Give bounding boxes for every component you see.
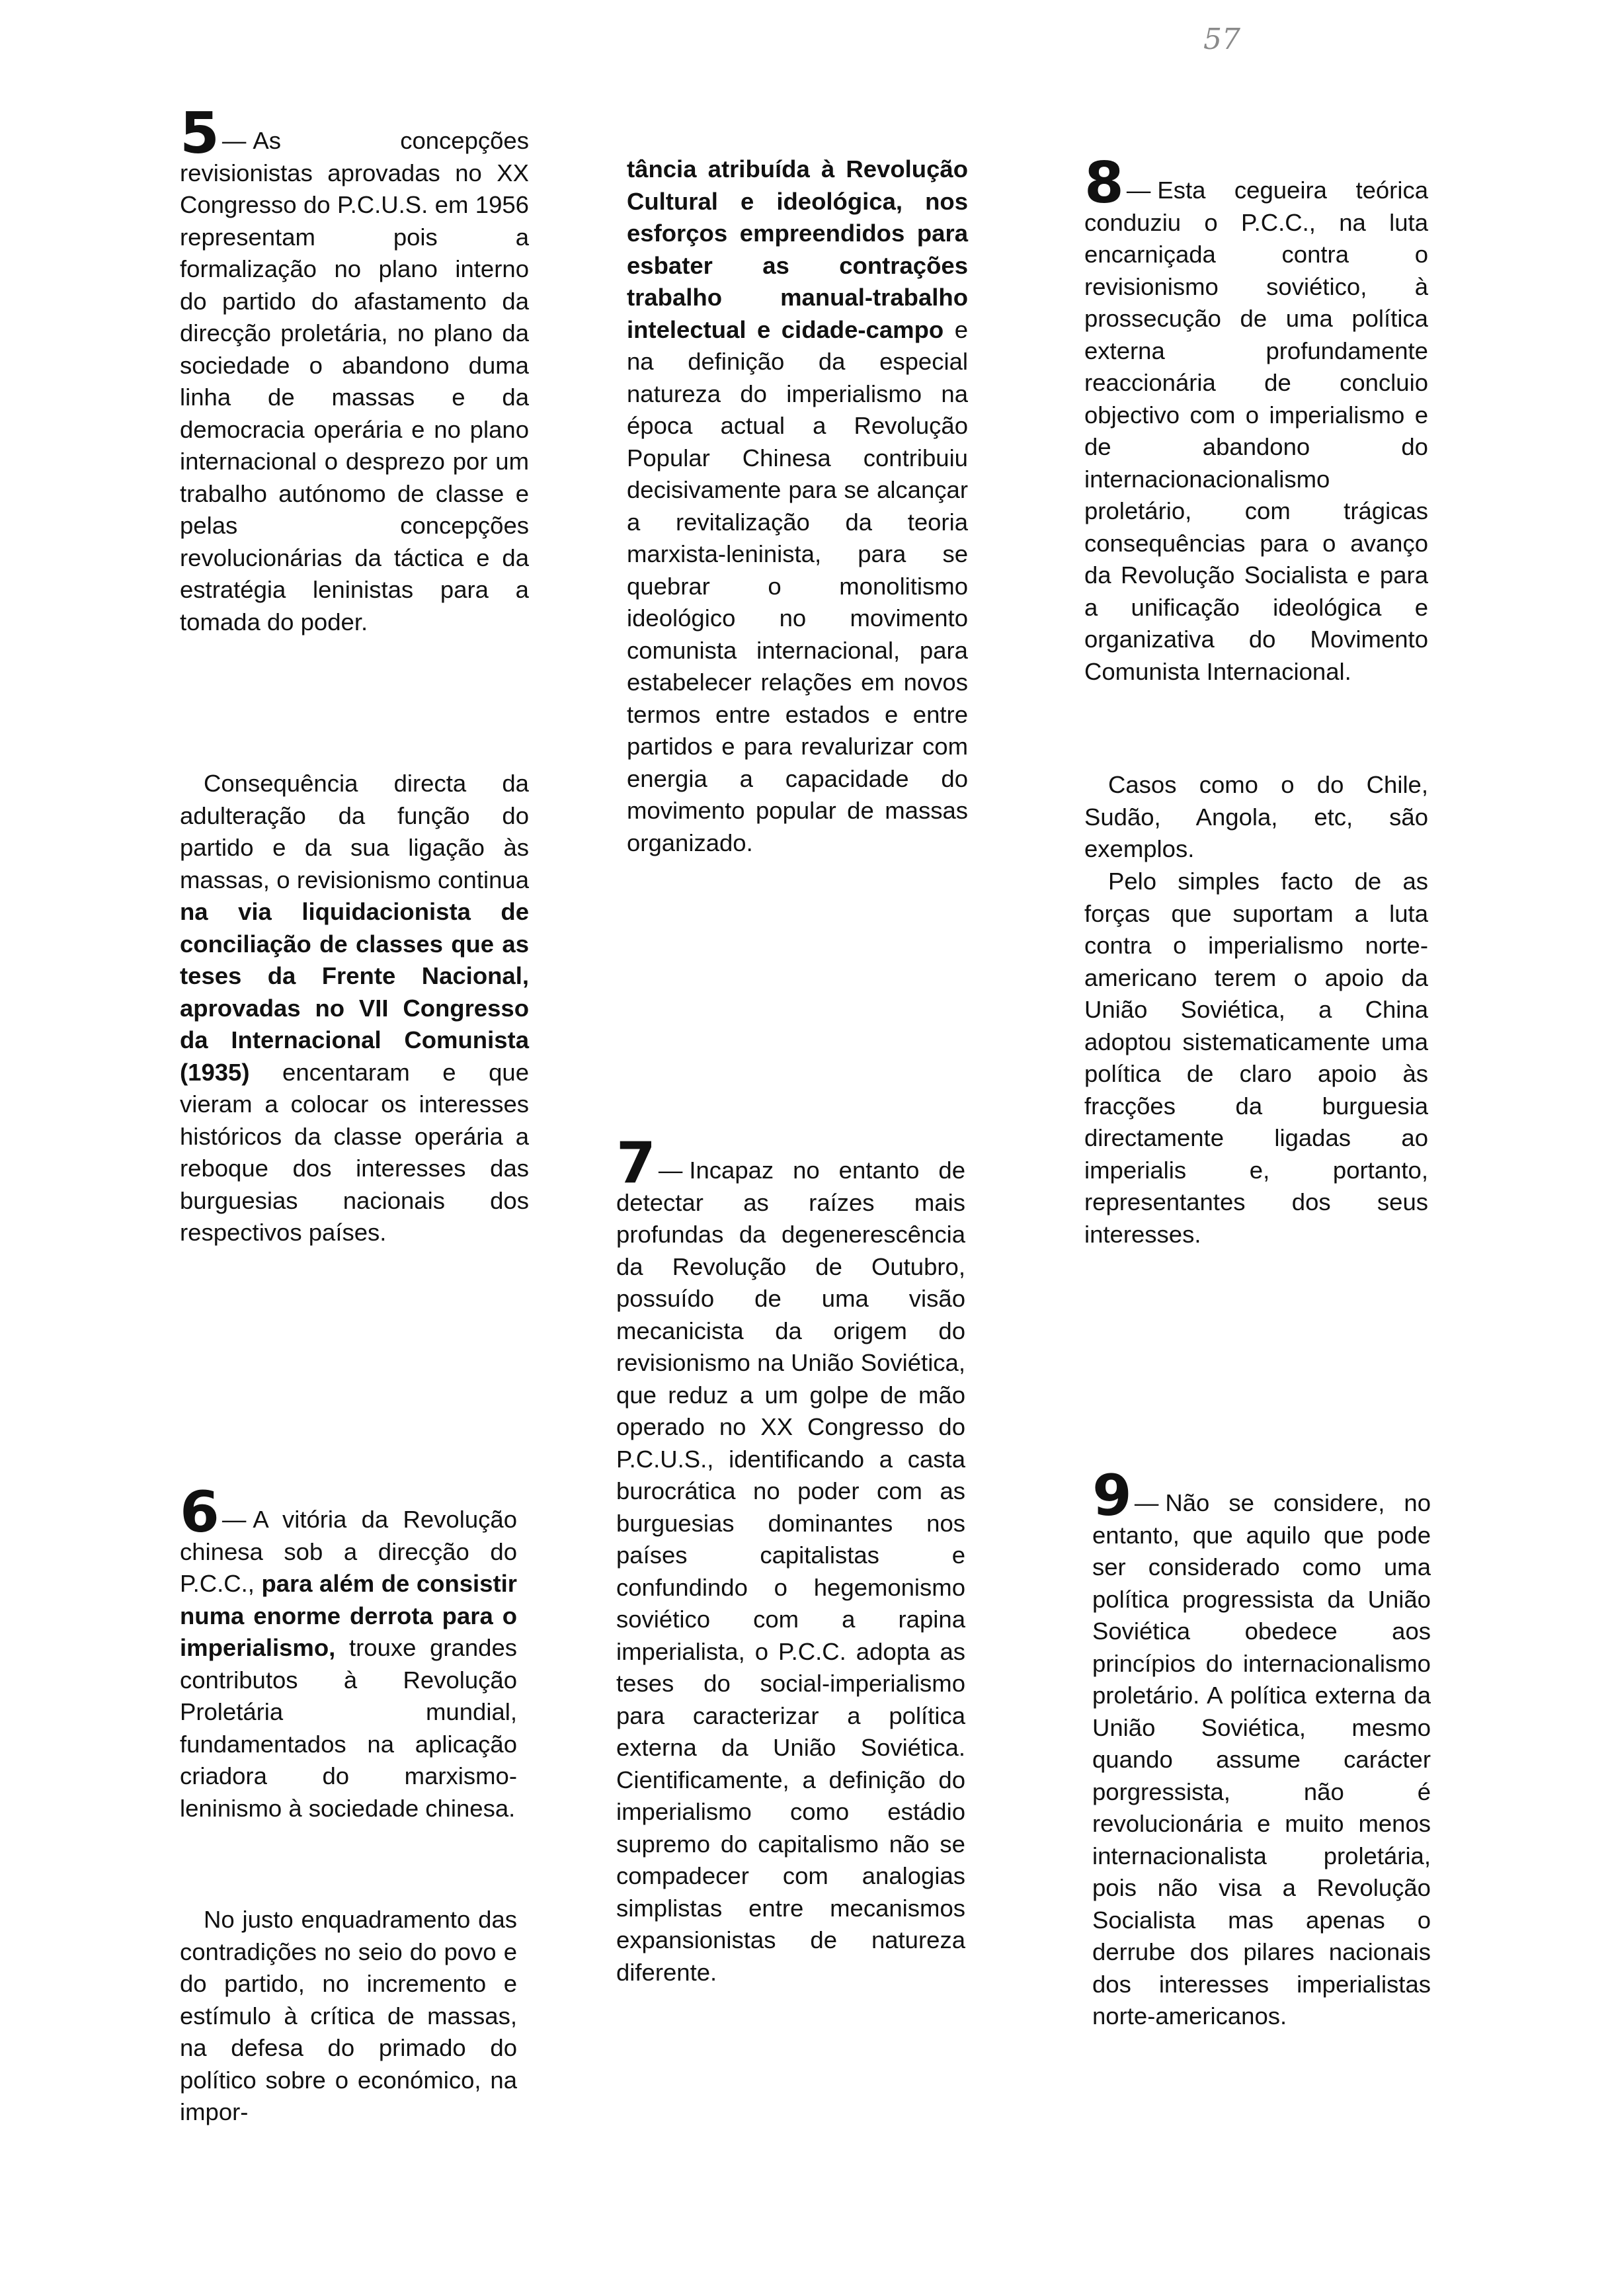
- section-5-paragraph-2: [180, 768, 529, 1249]
- section-6-number: 6: [180, 1479, 220, 1545]
- section-5-p2-end: encentaram e que vieram a colocar os interesses históricos da classe operária a reboque dos interesses das burguesias nacionais dos respectivos países.: [180, 1058, 529, 1246]
- section-8-text: Esta cegueira teórica conduziu o P.C.C., na luta encarniçada contra o revisionismo soviético, à prossecução de uma política externa profundamente reaccionária de concluio objectivo com o imperialismo e de abandono do internacionacionalismo proletário, com trágicas consequências para o avanço da Revolução Socialista e para a unificação ideológica e organizativa do Movimento Comunista Internacional.: [1084, 177, 1428, 685]
- section-5-number: 5: [180, 101, 220, 167]
- column-2-bold: tância atribuída à Revolução Cultural e ideológica, nos esforços empreendidos para esbater as contrações trabalho manual-trabalho intelectual e cidade-campo: [627, 155, 968, 343]
- column-2-continuation: [627, 153, 968, 859]
- section-7-paragraph: [616, 1130, 965, 1988]
- section-8-number: 8: [1084, 150, 1124, 216]
- section-8: [1084, 150, 1428, 688]
- section-7-text: Incapaz no entanto de detectar as raízes mais profundas da degenerescência da Revolução de Outubro, possuído de uma visão mecanicista da origem do revisionismo na União Soviética, que reduz a um golpe de mão operado no XX Congresso do P.C.U.S., identificando a casta burocrática no poder com as burguesias dominantes nos países capitalistas e confundindo o hegemonismo soviético com a rapina imperialista, o P.C.C. adopta as teses do social-imperialismo para caracterizar a política externa da União Soviética. Cientificamente, a definição do imperialismo como estádio supremo do capitalismo não se compadecer com analogias simplistas entre mecanismos expansionistas de natureza diferente.: [616, 1157, 965, 1986]
- section-9-text: Não se considere, no entanto, que aquilo que pode ser considerado como uma política progressista da União Soviética obedece aos princípios do internacionalismo proletário. A política externa da União Soviética, mesmo quando assume carácter porgressista, não é revolucionária e muito menos internacionalista proletária, pois não visa a Revolução Socialista mas apenas o derrube dos pilares nacionais dos interesses imperialistas norte-americanos.: [1092, 1489, 1431, 2030]
- section-8-dash: —: [1126, 177, 1151, 204]
- section-5-dash: —: [221, 127, 247, 154]
- section-5-continuation: [180, 768, 529, 1249]
- section-6: [180, 1479, 517, 1824]
- section-6-paragraph-1: [180, 1479, 517, 1824]
- section-9: [1092, 1463, 1431, 2033]
- section-6-p1-start: A vitória da Revolução chinesa sob a direcção do P.C.C.,: [180, 1506, 517, 1597]
- section-6-p1-bold: para além de consistir numa enorme derrota para o imperialismo,: [180, 1570, 517, 1661]
- section-5-paragraph-1: [180, 101, 529, 638]
- section-8-continuation-2: [1084, 866, 1428, 1250]
- section-9-dash: —: [1134, 1489, 1159, 1516]
- section-8-paragraph-3: Pelo simples facto de as forças que suportam a luta contra o imperialismo norte-americano terem o apoio da União Soviética, a China adoptou sistematicamente uma política de claro apoio às fracções da burguesia directamente ligadas ao imperialis e, portanto, representantes dos seus interesses.: [1084, 868, 1428, 1248]
- section-7-dash: —: [658, 1157, 683, 1184]
- section-5-text: As concepções revisionistas aprovadas no XX Congresso do P.C.U.S. em 1956 representam pois a formalização no plano interno do partido do afastamento da direcção proletária, no plano da sociedade o abandono duma linha de massas e da democracia operária e no plano internacional o desprezo por um trabalho autónomo de classe e pelas concepções revolucionárias da táctica e da estratégia leninistas para a tomada do poder.: [180, 127, 529, 636]
- page-mark: 57: [1203, 22, 1240, 56]
- section-5-p2-start: Consequência directa da adulteração da função do partido e da sua ligação às massas, o revisionismo continua: [180, 770, 529, 893]
- section-7: [616, 1130, 965, 1988]
- section-5-p2-bold: na via liquidacionista de conciliação de classes que as teses da Frente Nacional, aprovadas no VII Congresso da Internacional Comunista (1935): [180, 898, 529, 1086]
- section-6-dash: —: [221, 1506, 247, 1533]
- section-6-continuation: [180, 1904, 517, 2129]
- section-8-paragraph-1: [1084, 150, 1428, 688]
- section-6-paragraph-2: No justo enquadramento das contradições no seio do povo e do partido, no incremento e estímulo à crítica de massas, na defesa do primado do político sobre o económico, na impor-: [180, 1906, 517, 2125]
- section-8-paragraph-2: Casos como o do Chile, Sudão, Angola, etc, são exemplos.: [1084, 771, 1428, 862]
- section-9-paragraph: [1092, 1463, 1431, 2033]
- section-5: [180, 101, 529, 638]
- section-9-number: 9: [1092, 1463, 1132, 1529]
- column-2-rest: e na definição da especial natureza do imperialismo na época actual a Revolução Popular Chinesa contribuiu decisivamente para se alcançar a revitalização da teoria marxista-leninista, para se quebrar o monolitismo ideológico no movimento comunista internacional, para estabelecer relações em novos termos entre estados e entre partidos e para revalurizar com energia a capacidade do movimento popular de massas organizado.: [627, 315, 968, 856]
- column-2-paragraph: [627, 153, 968, 859]
- section-6-p1-end: trouxe grandes contributos à Revolução Proletária mundial, fundamentados na aplicação criadora do marxismo-leninismo à sociedade chinesa.: [180, 1634, 517, 1822]
- section-8-continuation-1: [1084, 769, 1428, 866]
- section-7-number: 7: [616, 1130, 656, 1196]
